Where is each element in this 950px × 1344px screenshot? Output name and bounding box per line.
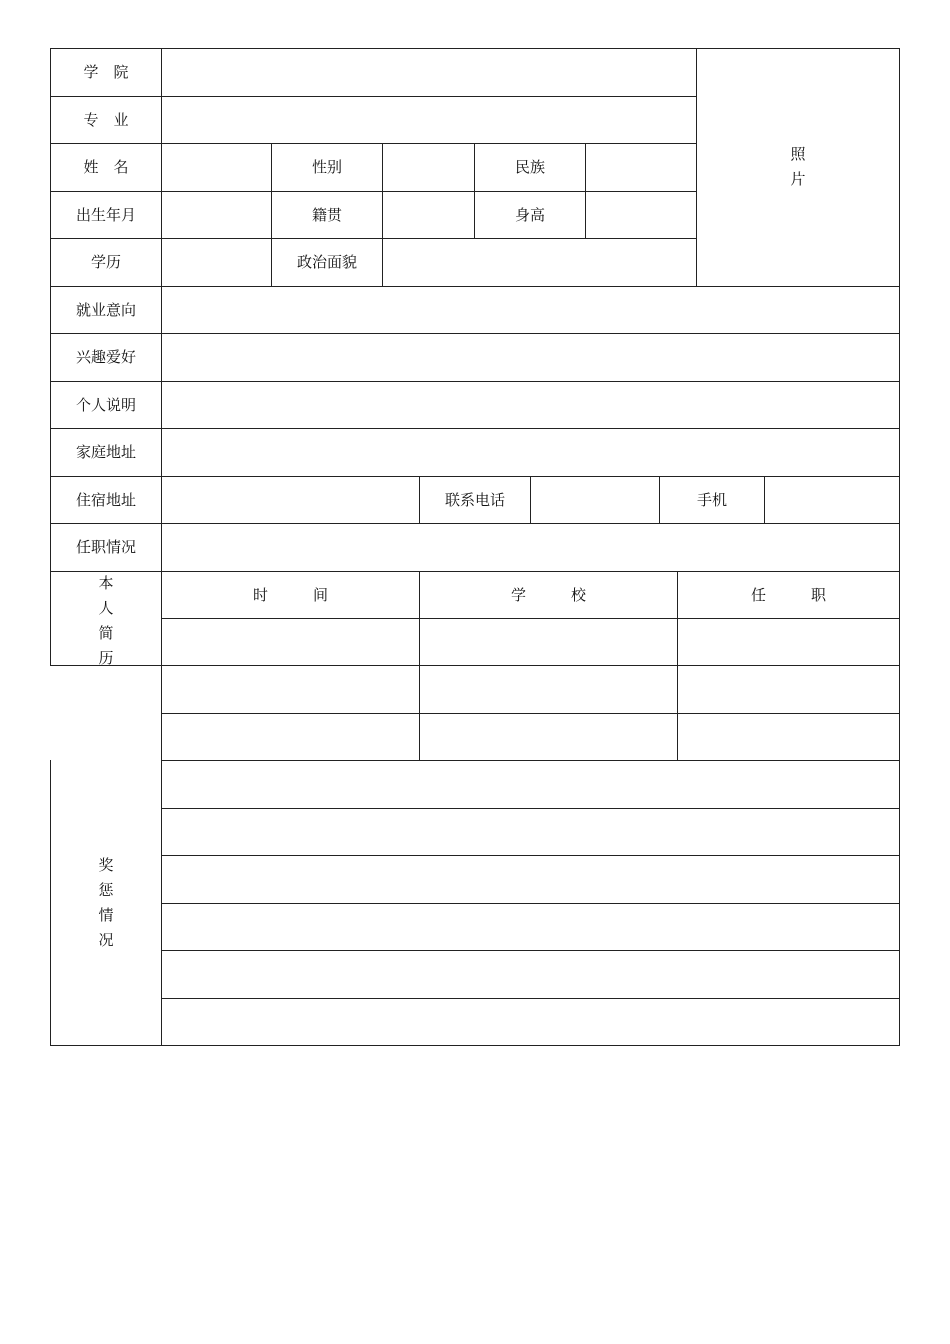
awards-label: 奖 惩 情 况 [98, 856, 114, 949]
resume-position-field[interactable] [678, 666, 899, 713]
resume-school-field[interactable] [420, 619, 677, 665]
personal-statement-label: 个人说明 [75, 395, 136, 414]
phone-label: 联系电话 [444, 490, 505, 509]
home-address-field[interactable] [162, 429, 899, 476]
political-field[interactable] [383, 239, 696, 286]
positions-field[interactable] [162, 524, 899, 571]
resume-time-header: 时 间 [252, 585, 328, 604]
awards-field[interactable] [162, 904, 899, 950]
positions-label: 任职情况 [75, 538, 136, 556]
photo-box[interactable]: 照 片 [790, 144, 806, 188]
rule [899, 48, 900, 1046]
education-field[interactable] [162, 239, 271, 286]
awards-field[interactable] [162, 856, 899, 903]
name-label: 姓 名 [83, 158, 129, 176]
hobbies-field[interactable] [162, 334, 899, 381]
resume-time-field[interactable] [162, 666, 419, 713]
ethnicity-field[interactable] [586, 144, 696, 191]
height-field[interactable] [586, 192, 696, 238]
resume-school-field[interactable] [420, 666, 677, 713]
layout-gap [46, 667, 160, 759]
birth-field[interactable] [162, 192, 271, 238]
mobile-label: 手机 [696, 490, 727, 509]
awards-field[interactable] [162, 761, 899, 808]
rule [50, 1045, 900, 1046]
college-label: 学 院 [83, 63, 129, 81]
college-field[interactable] [162, 49, 696, 96]
height-label: 身高 [514, 205, 545, 224]
resume-position-field[interactable] [678, 714, 899, 760]
education-label: 学历 [90, 253, 121, 271]
mobile-field[interactable] [765, 477, 899, 523]
career-intent-field[interactable] [162, 287, 899, 333]
native-place-field[interactable] [383, 192, 474, 238]
home-address-label: 家庭地址 [75, 443, 136, 461]
native-place-label: 籍贯 [311, 205, 342, 224]
awards-field[interactable] [162, 999, 899, 1045]
birth-label: 出生年月 [75, 205, 136, 224]
resume-school-header: 学 校 [510, 585, 586, 604]
dorm-address-field[interactable] [162, 477, 419, 523]
political-label: 政治面貌 [296, 253, 357, 271]
resume-time-field[interactable] [162, 619, 419, 665]
dorm-address-label: 住宿地址 [75, 490, 136, 509]
resume-position-header: 任 职 [750, 585, 826, 604]
resume-position-field[interactable] [678, 619, 899, 665]
major-field[interactable] [162, 97, 696, 143]
gender-field[interactable] [383, 144, 474, 191]
hobbies-label: 兴趣爱好 [75, 348, 136, 366]
awards-field[interactable] [162, 951, 899, 998]
resume-label: 本 人 简 历 [98, 574, 114, 667]
major-label: 专 业 [83, 110, 129, 129]
career-intent-label: 就业意向 [75, 300, 136, 319]
phone-field[interactable] [531, 477, 659, 523]
resume-school-field[interactable] [420, 714, 677, 760]
name-field[interactable] [162, 144, 271, 191]
ethnicity-label: 民族 [514, 158, 545, 176]
gender-label: 性别 [311, 158, 342, 176]
resume-time-field[interactable] [162, 714, 419, 760]
awards-field[interactable] [162, 809, 899, 855]
personal-statement-field[interactable] [162, 382, 899, 428]
